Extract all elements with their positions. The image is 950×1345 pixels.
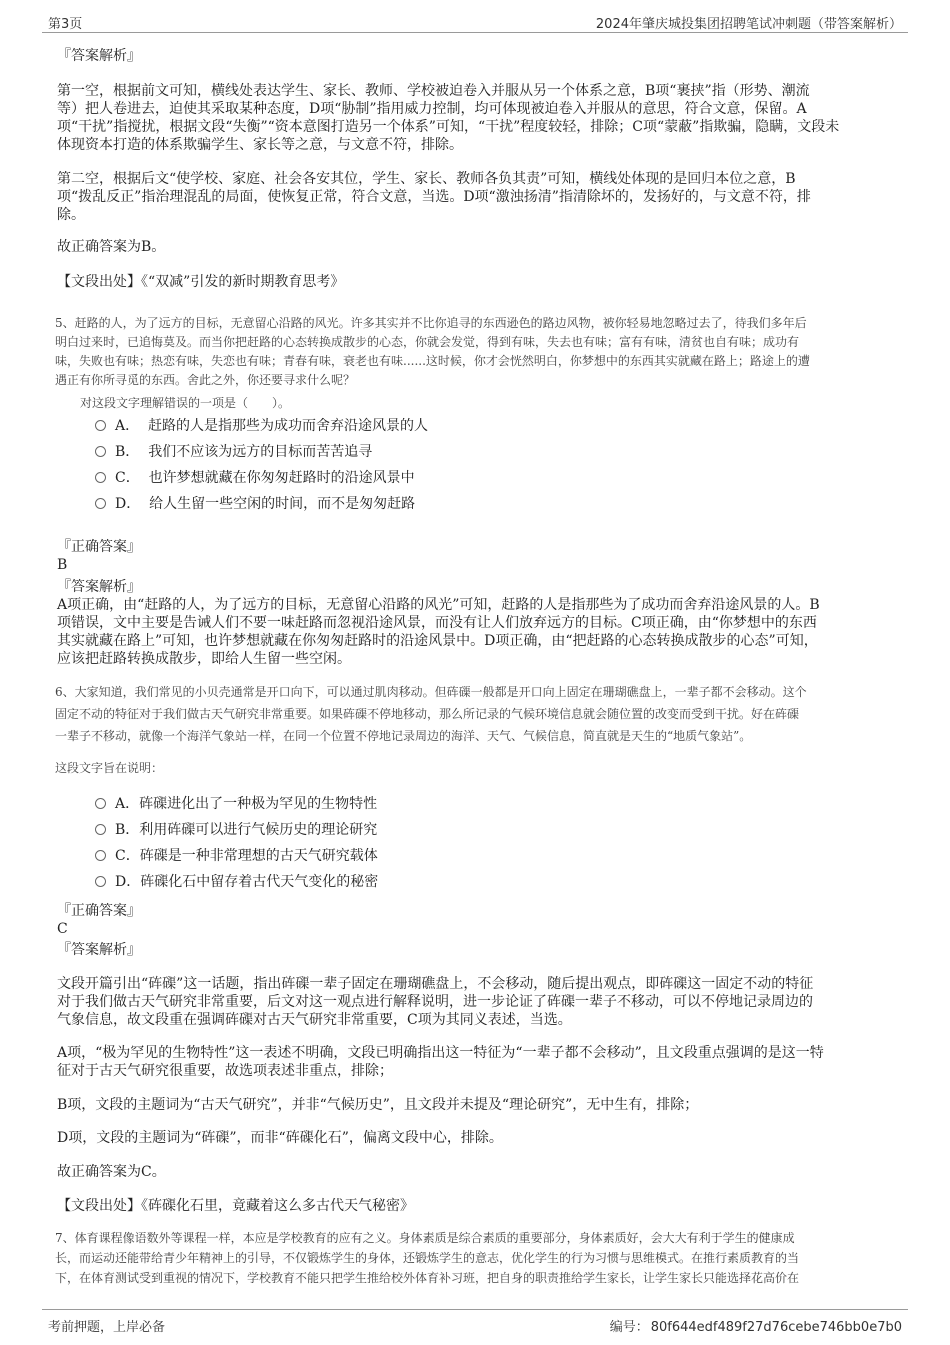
correct-answer: C (57, 921, 68, 937)
analysis-line: A项，“极为罕见的生物特性”这一表述不明确，文段已明确指出这一特征为“一辈子都不会移动”，且文段重点强调的是这一特 (57, 1045, 824, 1061)
analysis-line: 征对于古天气研究很重要，故选项表述非重点，排除； (57, 1063, 393, 1079)
page-footer (42, 1309, 908, 1336)
page-number: 第3页 (48, 17, 83, 32)
radio-icon[interactable] (95, 472, 106, 483)
question-stem-line: 一辈子不移动，就像一个海洋气象站一样，在同一个位置不停地记录周边的海洋、天气、气候信息，简直就是天生的“地质气象站”。 (55, 729, 752, 743)
analysis-line: 其实就藏在路上”可知，也许梦想就藏在你匆匆赶路时的沿途风景中。D项正确，由“把赶路的心态转换成散步的心态”可知， (57, 633, 818, 649)
source-citation: 【文段出处】《“双减”引发的新时期教育思考》 (57, 274, 345, 290)
analysis-line: A项正确，由“赶路的人，为了远方的目标，无意留心沿路的风光”可知，赶路的人是指那些为了成功而舍弃沿途风景的人。B (57, 597, 820, 613)
analysis-line: 对于我们做古天气研究非常重要，后文对这一观点进行解释说明，进一步论证了砗磲一辈子不移动，可以不停地记录周边的 (57, 994, 813, 1010)
analysis-line: 第一空，根据前文可知，横线处表达学生、家长、教师、学校被迫卷入并服从另一个体系之意，B项“裹挟”指（形势、潮流 (57, 83, 810, 99)
option-a[interactable]: A．砗磲进化出了一种极为罕见的生物特性 (95, 795, 377, 813)
page-header (42, 10, 908, 33)
question-stem-line: 下，在体育测试受到重视的情况下，学校教育不能只把学生推给校外体育补习班，把自身的职责推给学生家长，让学生家长只能选择花高价在 (55, 1271, 800, 1285)
analysis-line: 气象信息，故文段重在强调砗磲对古天气研究非常重要，C项为其同义表述，当选。 (57, 1012, 572, 1028)
option-c[interactable]: C． 也许梦想就藏在你匆匆赶路时的沿途风景中 (95, 469, 415, 487)
analysis-label: 『答案解析』 (57, 48, 141, 64)
analysis-line: 第二空，根据后文“使学校、家庭、社会各安其位，学生、家长、教师各负其责”可知，横线处体现的是回归本位之意，B (57, 171, 796, 187)
question-stem-line: 遇正有你所寻觅的东西。舍此之外，你还要寻求什么呢？ (55, 373, 356, 387)
radio-icon[interactable] (95, 798, 106, 809)
conclusion: 故正确答案为B。 (57, 239, 166, 255)
correct-answer-label: 『正确答案』 (57, 539, 141, 555)
analysis-label: 『答案解析』 (57, 579, 141, 595)
analysis-line: 体现资本打造的体系欺骗学生、家长等之意，与文意不符，排除。 (57, 137, 463, 153)
radio-icon[interactable] (95, 446, 106, 457)
correct-answer-label: 『正确答案』 (57, 903, 141, 919)
radio-icon[interactable] (95, 498, 106, 509)
question-stem-line: 明白过来时，已追悔莫及。而当你把赶路的心态转换成散步的心态，你就会发觉，得到有味，失去也有味；富有有味，清贫也自有味；成功有 (55, 335, 800, 349)
conclusion: 故正确答案为C。 (57, 1164, 166, 1180)
question-stem-line: 味，失败也有味；热恋有味，失恋也有味；青春有味，衰老也有味......这时候，你才会恍然明白，你梦想中的东西其实就藏在路上；路途上的遭 (55, 354, 810, 368)
question-stem-line: 长，而运动还能带给青少年精神上的引导，不仅锻炼学生的身体，还锻炼学生的意志，优化学生的行为习惯与思维模式。在推行素质教育的当 (55, 1251, 800, 1265)
question-stem-line: 固定不动的特征对于我们做古天气研究非常重要。如果砗磲不停地移动，那么所记录的气候环境信息就会随位置的改变而受到干扰。好在砗磲 (55, 707, 800, 721)
option-c[interactable]: C．砗磲是一种非常理想的古天气研究载体 (95, 847, 378, 865)
analysis-line: 除。 (57, 207, 85, 223)
radio-icon[interactable] (95, 420, 106, 431)
analysis-line: 等）把人卷进去，迫使其采取某种态度，D项“胁制”指用威力控制，均可体现被迫卷入并服从的意思，符合文意，保留。A (57, 101, 807, 117)
option-d[interactable]: D． 给人生留一些空闲的时间，而不是匆匆赶路 (95, 495, 415, 513)
option-d[interactable]: D．砗磲化石中留存着古代天气变化的秘密 (95, 873, 378, 891)
radio-icon[interactable] (95, 824, 106, 835)
analysis-line: 项“拨乱反正”指治理混乱的局面，使恢复正常，符合文意，当选。D项“激浊扬清”指清除坏的，发扬好的，与文意不符，排 (57, 189, 811, 205)
question-prompt: 对这段文字理解错误的一项是（ ）。 (80, 396, 291, 410)
radio-icon[interactable] (95, 850, 106, 861)
option-a[interactable]: A． 赶路的人是指那些为成功而舍弃沿途风景的人 (95, 417, 428, 435)
option-b[interactable]: B．利用砗磲可以进行气候历史的理论研究 (95, 821, 377, 839)
question-stem-line: 6、大家知道，我们常见的小贝壳通常是开口向下，可以通过肌肉移动。但砗磲一般都是开口向上固定在珊瑚礁盘上，一辈子都不会移动。这个 (55, 685, 807, 699)
analysis-line: 文段开篇引出“砗磲”这一话题，指出砗磲一辈子固定在珊瑚礁盘上，不会移动，随后提出观点，即砗磲这一固定不动的特征 (57, 976, 814, 992)
option-b[interactable]: B． 我们不应该为远方的目标而苦苦追寻 (95, 443, 372, 461)
question-stem-line: 5、赶路的人，为了远方的目标，无意留心沿路的风光。许多其实并不比你追寻的东西逊色的路边风物，被你轻易地忽略过去了，待我们多年后 (55, 316, 807, 330)
analysis-line: B项，文段的主题词为“古天气研究”，并非“气候历史”，且文段并未提及“理论研究”，无中生有，排除； (57, 1097, 699, 1113)
document-code: 编号： 80f644edf489f27d76cebe746bb0e7b0 (609, 1320, 902, 1335)
radio-icon[interactable] (95, 876, 106, 887)
document-title: 2024年肇庆城投集团招聘笔试冲刺题（带答案解析） (595, 17, 902, 32)
source-citation: 【文段出处】《砗磲化石里，竟藏着这么多古代天气秘密》 (57, 1198, 414, 1214)
question-prompt: 这段文字旨在说明： (55, 761, 164, 775)
question-stem-line: 7、体育课程像语数外等课程一样，本应是学校教育的应有之义。身体素质是综合素质的重要部分，身体素质好，会大大有利于学生的健康成 (55, 1231, 795, 1245)
analysis-line: 应该把赶路转换成散步，即给人生留一些空闲。 (57, 651, 351, 667)
analysis-line: 项“干扰”指搅扰，根据文段“失衡”“资本意图打造另一个体系”可知，“干扰”程度较轻，排除；C项“蒙蔽”指欺骗，隐瞒，文段未 (57, 119, 840, 135)
analysis-line: D项，文段的主题词为“砗磲”，而非“砗磲化石”，偏离文段中心，排除。 (57, 1130, 503, 1146)
correct-answer: B (57, 557, 68, 573)
footer-note: 考前押题，上岸必备 (48, 1320, 166, 1335)
analysis-label: 『答案解析』 (57, 942, 141, 958)
analysis-line: 项错误，文中主要是告诫人们不要一味赶路而忽视沿途风景，而没有让人们放弃远方的目标。C项正确，由“你梦想中的东西 (57, 615, 817, 631)
